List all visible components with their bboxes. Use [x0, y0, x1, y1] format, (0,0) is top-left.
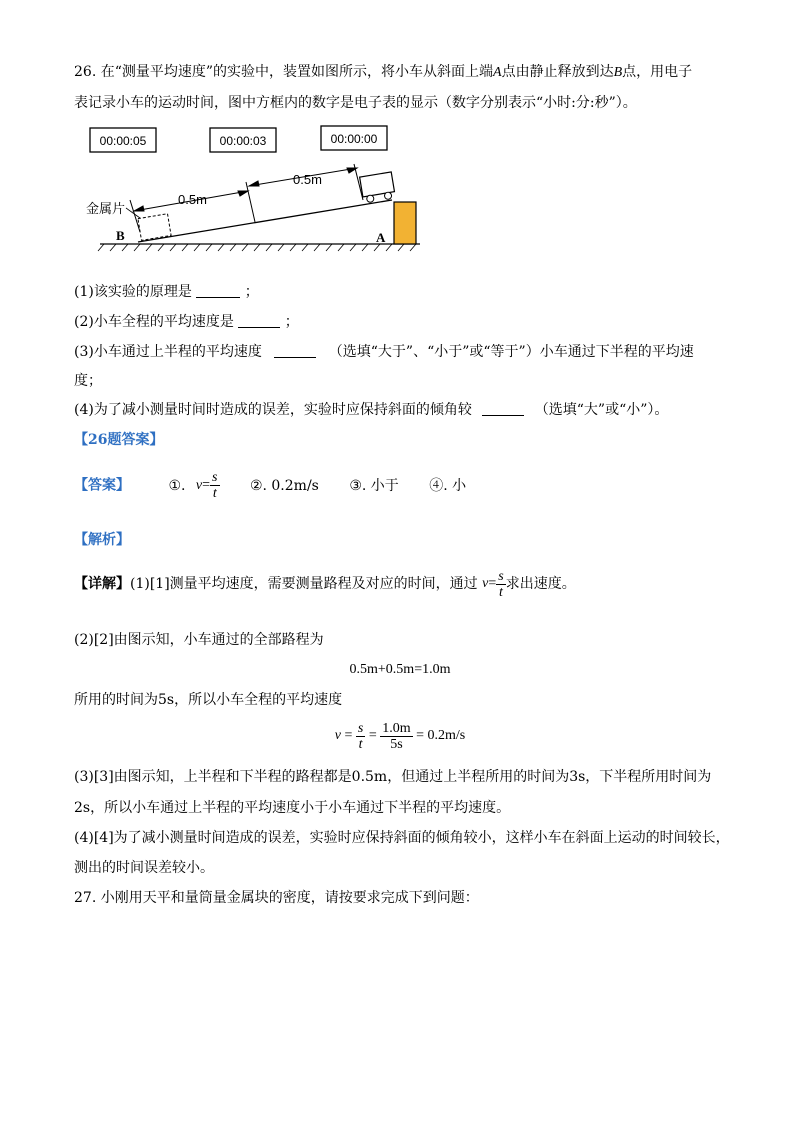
detail-2b: 所用的时间为5s，所以小车全程的平均速度: [74, 692, 343, 708]
formula-fraction: [210, 470, 219, 501]
detail-label: 【详解】: [74, 576, 130, 592]
timer-a-text: 00:00:00: [330, 132, 378, 146]
sub3-text: (3)小车通过上半程的平均速度: [74, 344, 262, 360]
eq-distance-value: 1.0m: [382, 720, 411, 736]
formula-numerator: s: [212, 470, 218, 485]
sub2-end: ；: [284, 314, 299, 330]
equation-average-speed: [0, 716, 800, 756]
eq-time-value: 5s: [390, 736, 403, 752]
sub4-text: (4)为了减小测量时间时造成的误差，实验时应保持斜面的倾角较: [74, 402, 472, 418]
formula-v-inline: v: [482, 576, 489, 591]
marker-line-mid: [246, 182, 255, 222]
analysis-header: 【解析】: [74, 532, 130, 548]
detail1-text: (1)[1]测量平均速度，需要测量路程及对应的时间，通过: [130, 576, 478, 592]
label-a: A: [376, 230, 386, 245]
incline-experiment-figure: [80, 120, 425, 255]
metal-plate-end-position: [138, 214, 171, 241]
formula-fraction-inline: [496, 569, 505, 600]
answer-1-prefix: ①.: [168, 477, 186, 494]
support-block: [394, 202, 416, 244]
detail-4a: (4)[4]为了减小测量时间造成的误差，实验时应保持斜面的倾角较小，这样小车在斜面上运动的时间较长，: [74, 830, 730, 846]
formula-eq-inline: =: [488, 576, 497, 591]
detail-1: [74, 568, 576, 600]
answer-4: ④. 小: [429, 477, 467, 494]
question-27-stem: 27. 小刚用天平和量筒量金属块的密度，请按要求完成下到问题：: [74, 890, 479, 906]
distance-lower-label: 0.5m: [178, 192, 207, 207]
stem-text: 点，用电子: [622, 64, 693, 80]
timer-b-text: 00:00:05: [99, 134, 147, 148]
eq-v: v: [334, 728, 341, 743]
sub2-text: (2)小车全程的平均速度是: [74, 314, 234, 330]
answer-header: 【26题答案】: [74, 432, 164, 448]
sub-question-3-cont: 度；: [74, 373, 102, 389]
eq-result: = 0.2m/s: [416, 728, 466, 743]
eq-s: s: [357, 720, 364, 736]
detail-2: (2)[2]由图示知，小车通过的全部路程为: [74, 632, 324, 648]
formula-numerator-inline: s: [498, 568, 504, 584]
eq-fraction-values: [380, 721, 412, 752]
formula-denominator-inline: t: [499, 584, 503, 600]
eq-fraction-st: [356, 721, 365, 752]
detail1-text-b: 求出速度。: [505, 576, 576, 592]
label-b: B: [116, 228, 125, 243]
distance-upper-label: 0.5m: [293, 172, 322, 187]
eq-t: t: [358, 736, 363, 752]
eq-sign-1: =: [344, 728, 353, 743]
timer-b-display: [90, 128, 156, 152]
stem-text: 26. 在“测量平均速度”的实验中，装置如图所示，将小车从斜面上端: [74, 64, 494, 80]
answer-row: [74, 470, 466, 501]
timer-a-display: [321, 126, 387, 150]
answer-3: ③. 小于: [349, 477, 399, 494]
marker-line-b: [130, 200, 140, 232]
sub4-text-b: （选填“大”或“小”）。: [534, 402, 669, 418]
question-26-stem-line1: [74, 62, 692, 83]
sub-question-4: [74, 400, 668, 420]
sub1-end: ；: [244, 284, 259, 300]
incline-surface: [138, 200, 392, 242]
answer-blank-3[interactable]: [274, 343, 316, 358]
detail-3b: 2s，所以小车通过上半程的平均速度小于小车通过下半程的平均速度。: [74, 800, 511, 816]
sub-question-3: [74, 342, 694, 362]
answer-blank-1[interactable]: [196, 283, 240, 298]
answer-blank-2[interactable]: [238, 313, 280, 328]
sub3-text-b: （选填“大于”、“小于”或“等于”）小车通过下半程的平均速: [328, 344, 694, 360]
timer-mid-text: 00:00:03: [219, 134, 267, 148]
equation-path: 0.5m+0.5m=1.0m: [349, 662, 451, 677]
point-b-label: B: [613, 65, 623, 80]
cart-start-position: [360, 172, 396, 203]
formula-denominator: t: [212, 486, 217, 501]
stem-text: 点由静止释放到达: [501, 64, 614, 80]
answer-blank-4[interactable]: [482, 401, 524, 416]
question-26-stem-line2: 表记录小车的运动时间，图中方框内的数字是电子表的显示（数字分别表示“小时:分:秒”）。: [74, 95, 637, 111]
ground-hatching: [98, 244, 416, 251]
answer-label: 【答案】: [74, 477, 130, 494]
metal-plate-label: 金属片: [86, 202, 126, 217]
sub-question-1: [74, 282, 259, 302]
detail-3a: (3)[3]由图示知，上半程和下半程的路程都是0.5m，但通过上半程所用的时间为3s，下半程所用时间为: [74, 769, 712, 785]
eq-sign-2: =: [368, 728, 377, 743]
point-a-label: A: [493, 65, 502, 80]
timer-mid-display: [210, 128, 276, 152]
sub1-text: (1)该实验的原理是: [74, 284, 192, 300]
detail-4b: 测出的时间误差较小。: [74, 860, 214, 876]
sub-question-2: [74, 312, 299, 332]
answer-2: ②. 0.2m/s: [249, 477, 319, 494]
formula-v: v: [195, 477, 203, 493]
formula-eq: =: [202, 477, 211, 493]
